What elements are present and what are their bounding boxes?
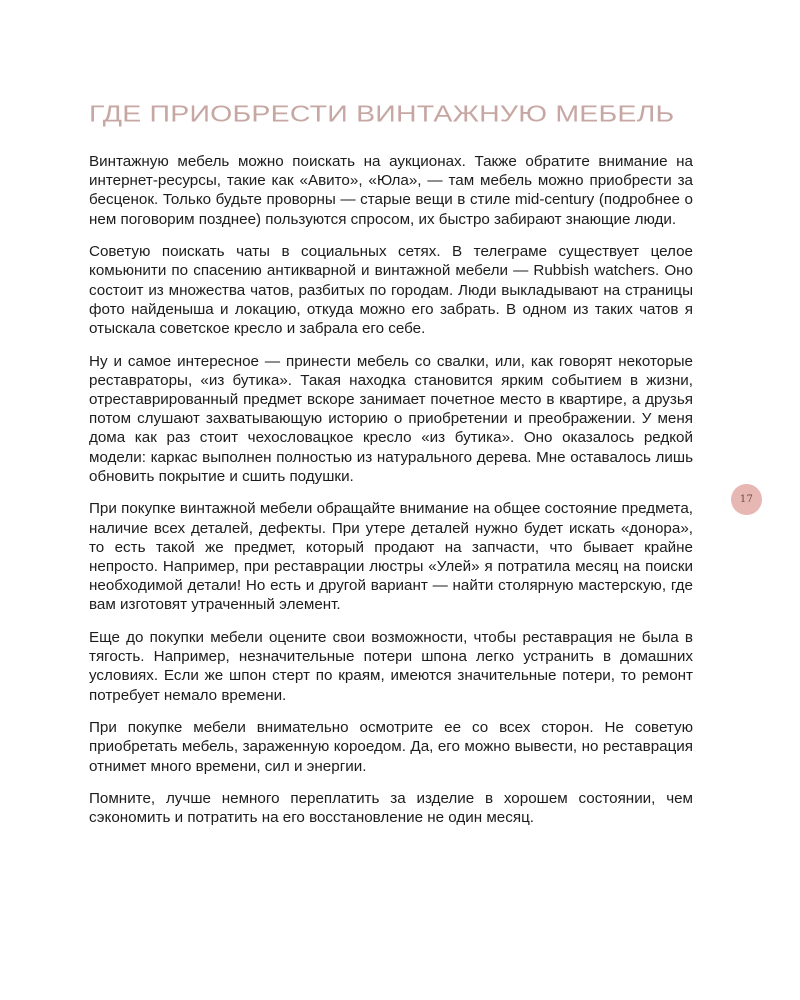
paragraph-social-chats: Советую поискать чаты в социальных сетях. В телеграме существует целое комьюнити по спасению антикварной и винтажной мебели — Rubbish watchers. Оно состоит из множества чатов, разбитых по городам. Люди выкладывают на страницы фото найденыша и локацию, откуда можно его забрать. В одном из таких чатов я отыскала советское кресло и забрала его себе. <box>89 243 693 338</box>
paragraph-inspect-furniture: При покупке мебели внимательно осмотрите ее со всех сторон. Не советую приобретать мебель, зараженную короедом. Да, его можно вывести, но реставрация отнимет много времени, сил и энергии. <box>89 719 693 775</box>
page-title: ГДЕ ПРИОБРЕСТИ ВИНТАЖНУЮ МЕБЕЛЬ <box>89 100 675 128</box>
paragraph-assess-abilities: Еще до покупки мебели оцените свои возможности, чтобы реставрация не была в тягость. Например, незначительные потери шпона легко устранить в домашних условиях. Если же шпон стерт по краям, имеются значительные потери, то ремонт потребует немало времени. <box>89 629 693 704</box>
paragraph-condition-check: При покупке винтажной мебели обращайте внимание на общее состояние предмета, наличие всех деталей, дефекты. При утере деталей нужно будет искать «донора», то есть такой же предмет, который продают на запчасти, что бывает крайне непросто. Например, при реставрации люстры «Улей» я потратила месяц на поиски необходимой детали! Но есть и другой вариант — найти столярную мастерскую, где вам изготовят утраченный элемент. <box>89 500 693 614</box>
paragraph-overpay-advice: Помните, лучше немного переплатить за изделие в хорошем состоянии, чем сэкономить и потратить на его восстановление не один месяц. <box>89 790 693 827</box>
paragraph-dump-finds: Ну и самое интересное — принести мебель со свалки, или, как говорят некоторые реставраторы, «из бутика». Такая находка становится ярким событием в жизни, отреставрированный предмет вскоре занимает почетное место в квартире, а друзья потом слушают захватывающую историю о приобретении и преображении. У меня дома как раз стоит чехословацкое кресло «из бутика». Оно оказалось редкой модели: каркас выполнен полностью из натурального дерева. Мне оставалось лишь обновить покрытие и сшить подушки. <box>89 352 693 485</box>
page-number-badge <box>731 484 762 515</box>
paragraph-auctions: Винтажную мебель можно поискать на аукционах. Также обратите внимание на интернет-ресурсы, такие как «Авито», «Юла», — там мебель можно приобрести за бесценок. Только будьте проворны — старые вещи в стиле mid-century (подробнее о нем поговорим позднее) пользуются спросом, их быстро забирают знающие люди. <box>89 153 693 228</box>
body-text <box>89 152 693 841</box>
page-number: 17 <box>739 494 754 505</box>
